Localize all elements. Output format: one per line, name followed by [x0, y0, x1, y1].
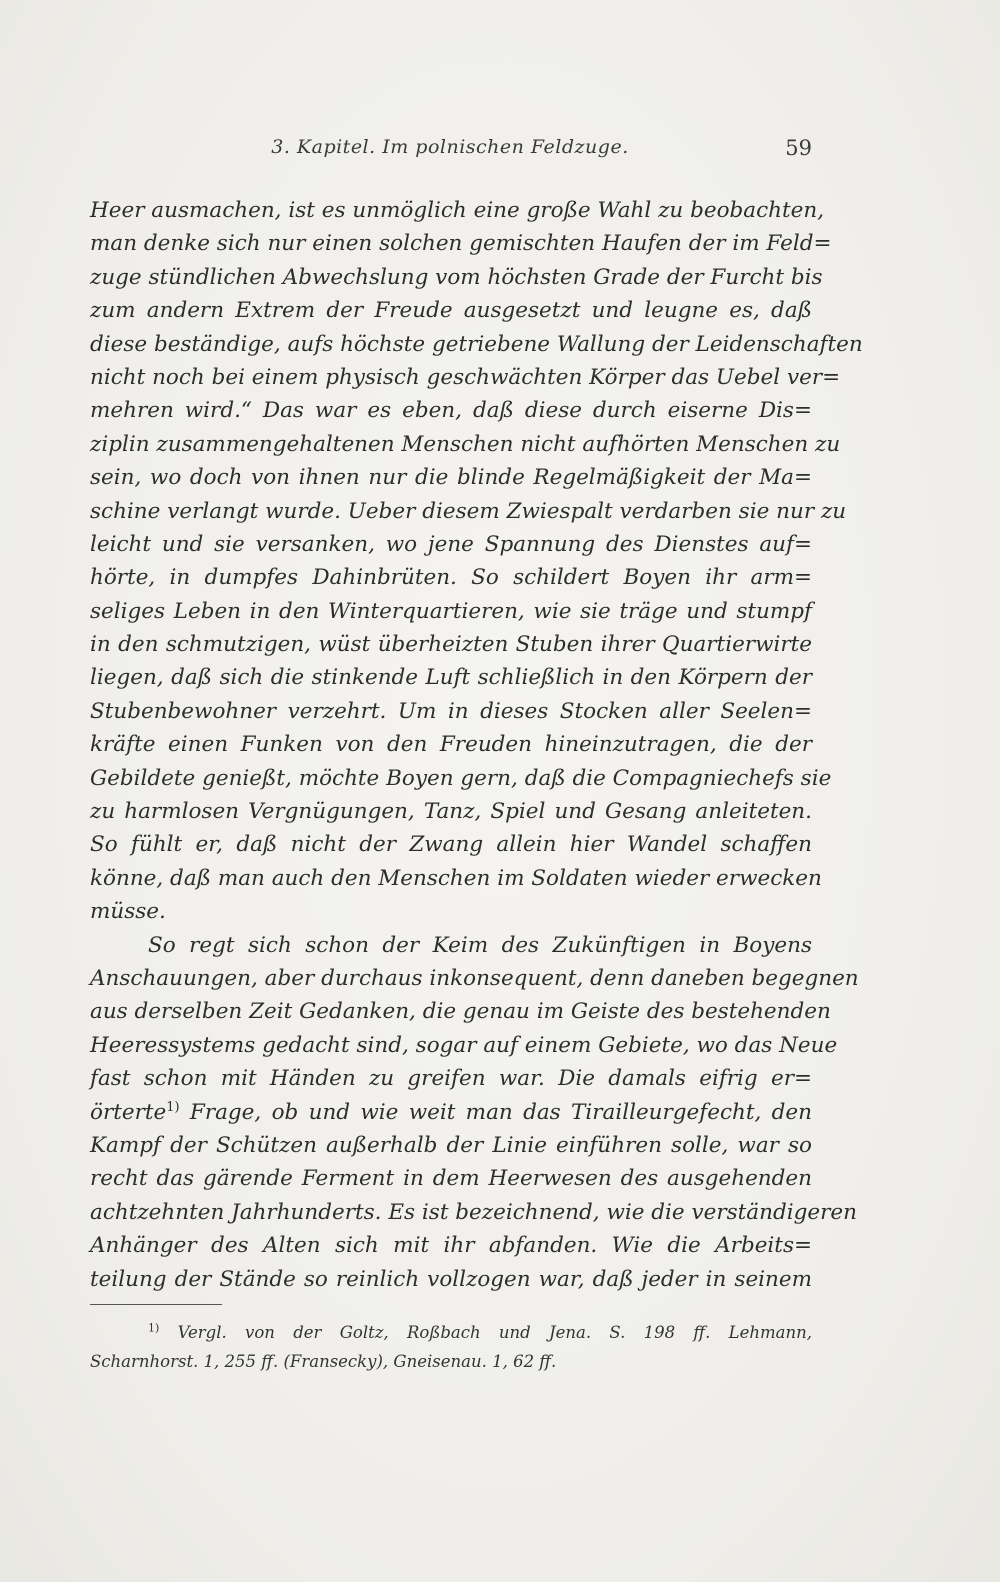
text-line: Kampf der Schützen außerhalb der Linie einführen solle, war so: [90, 1132, 812, 1158]
footnote-line: [90, 1318, 812, 1347]
text-line: Heer ausmachen, ist es unmöglich eine große Wahl zu beobachten,: [90, 198, 825, 223]
text-line: könne, daß man auch den Menschen im Soldaten wieder erwecken: [90, 865, 822, 891]
text-line: seliges Leben in den Winterquartieren, wie sie träge und stumpf: [90, 598, 812, 624]
text-line: Gebildete genießt, möchte Boyen gern, daß die Compagniechefs sie: [90, 765, 832, 791]
text-line: diese beständige, aufs höchste getriebene Wallung der Leidenschaften: [90, 331, 863, 357]
text-line: Stubenbewohner verzehrt. Um in dieses Stocken aller Seelen=: [90, 698, 812, 724]
text-line: man denke sich nur einen solchen gemischten Haufen der im Feld=: [90, 231, 832, 257]
text-line: hörte, in dumpfes Dahinbrüten. So schildert Boyen ihr arm=: [90, 565, 812, 591]
text-line: achtzehnten Jahrhunderts. Es ist bezeichnend, wie die verständigeren: [90, 1199, 857, 1225]
text-segment: örterte: [90, 1099, 167, 1125]
text-line: in den schmutzigen, wüst überheizten Stuben ihrer Quartierwirte: [90, 632, 812, 658]
footnote-text: Vergl. von der Goltz, Roßbach und Jena. S. 198 ff. Lehmann,: [177, 1323, 812, 1342]
text-line: mehren wird.“ Das war es eben, daß diese durch eiserne Dis=: [90, 398, 812, 424]
running-head: 3. Kapitel. Im polnischen Feldzuge.: [271, 136, 629, 158]
text-line: ziplin zusammengehaltenen Menschen nicht aufhörten Menschen zu: [90, 431, 841, 457]
text-segment: Frage, ob und wie weit man das Tirailleurgefecht, den: [189, 1099, 812, 1125]
paragraph-start-line: So regt sich schon der Keim des Zukünftigen in Boyens: [148, 932, 812, 958]
text-line: teilung der Stände so reinlich vollzogen war, daß jeder in seinem: [90, 1266, 812, 1292]
paragraph-end-line: müsse.: [90, 899, 166, 925]
page-number: 59: [785, 136, 812, 160]
text-line: aus derselben Zeit Gedanken, die genau im Geiste des bestehenden: [90, 999, 831, 1025]
text-line: zuge stündlichen Abwechslung vom höchsten Grade der Furcht bis: [90, 264, 823, 290]
text-line: recht das gärende Ferment in dem Heerwesen des ausgehenden: [90, 1166, 812, 1192]
footnote-line: Scharnhorst. 1, 255 ff. (Fransecky), Gneisenau. 1, 62 ff.: [90, 1352, 557, 1371]
text-line: kräfte einen Funken von den Freuden hineinzutragen, die der: [90, 732, 812, 758]
text-line: Heeressystems gedacht sind, sogar auf einem Gebiete, wo das Neue: [90, 1032, 838, 1058]
text-line: fast schon mit Händen zu greifen war. Die damals eifrig er=: [90, 1066, 812, 1092]
text-line: Anhänger des Alten sich mit ihr abfanden. Wie die Arbeits=: [90, 1233, 812, 1259]
text-line: So fühlt er, daß nicht der Zwang allein hier Wandel schaffen: [90, 832, 812, 858]
footnote-reference[interactable]: 1): [166, 1099, 180, 1115]
text-line: zum andern Extrem der Freude ausgesetzt und leugne es, daß: [90, 298, 812, 324]
text-line: schine verlangt wurde. Ueber diesem Zwiespalt verdarben sie nur zu: [90, 498, 847, 524]
text-line-with-footnote: [90, 1096, 812, 1129]
footnote-divider: [90, 1304, 222, 1305]
footnote-marker: 1): [148, 1321, 160, 1335]
text-line: Anschauungen, aber durchaus inkonsequent, denn daneben begegnen: [90, 965, 859, 991]
text-line: leicht und sie versanken, wo jene Spannung des Dienstes auf=: [90, 531, 812, 557]
page-header: [88, 136, 812, 168]
footnotes: [90, 1318, 812, 1376]
text-line: nicht noch bei einem physisch geschwächten Körper das Uebel ver=: [90, 364, 841, 390]
text-line: sein, wo doch von ihnen nur die blinde Regelmäßigkeit der Ma=: [90, 465, 812, 491]
text-line: liegen, daß sich die stinkende Luft schließlich in den Körpern der: [90, 665, 812, 691]
body-text: [90, 194, 863, 1296]
text-line: zu harmlosen Vergnügungen, Tanz, Spiel und Gesang anleiteten.: [90, 799, 812, 825]
